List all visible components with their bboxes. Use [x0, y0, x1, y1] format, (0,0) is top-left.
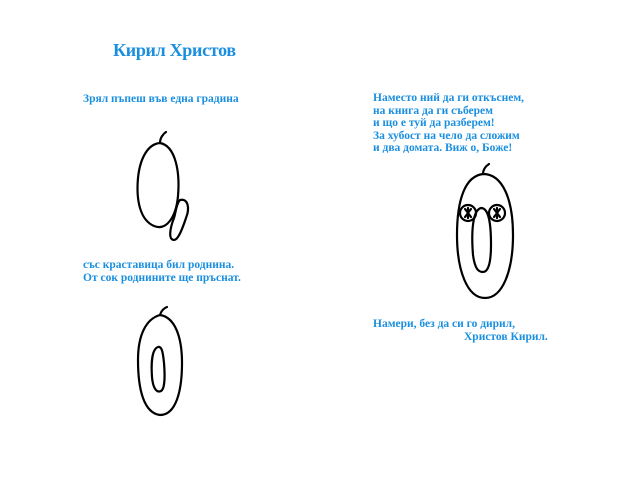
verse-line: Зрял пъпеш във една градина [83, 93, 239, 105]
author-title: Кирил Христов [113, 40, 236, 60]
melon-and-cucumber-drawing [130, 128, 200, 248]
verse-line: От сок роднините ще пръснат. [83, 271, 241, 284]
verse-line: със краставица бил роднина. [83, 259, 235, 271]
verse-line: на книга да ги съберем [373, 104, 493, 117]
vegetable-face-drawing [445, 160, 525, 305]
signature-line: Христов Кирил. [464, 330, 548, 343]
split-melon-drawing [130, 305, 190, 420]
verse-line: Наместо ний да ги откъснем, [373, 92, 525, 104]
verse-line: За хубост на чело да сложим [373, 129, 520, 142]
stanza-2 [83, 259, 241, 284]
verse-line: и що е туй да разберем! [373, 117, 495, 129]
verse-line: и два домата. Виж о, Боже! [373, 142, 513, 154]
closing-stanza [373, 318, 548, 343]
stanza-1 [83, 93, 239, 106]
stanza-3 [373, 92, 524, 155]
verse-line: Намери, без да си го дирил, [373, 318, 516, 330]
